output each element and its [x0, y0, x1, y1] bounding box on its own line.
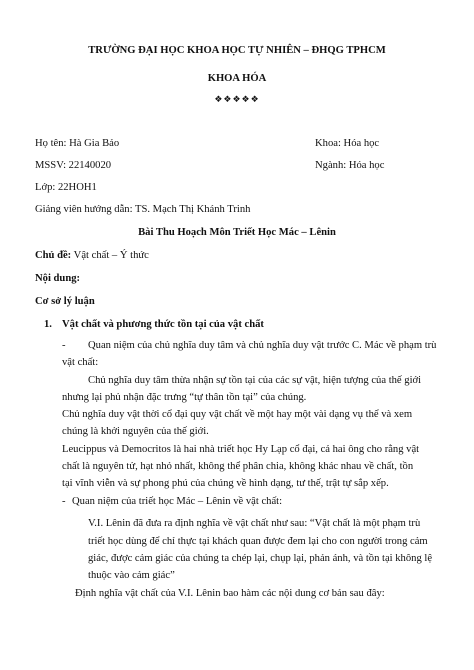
body-line: nhưng lại phủ nhận đặc trưng “tự thân tồn tại” của chúng. [62, 392, 307, 403]
body-line: Định nghĩa vật chất của V.I. Lênin bao hàm các nội dung cơ bản sau đây: [75, 588, 385, 599]
body-line: chất là nguyên tử, hạt nhỏ nhất, không thể phân chia, không khác nhau về chất, tồn [62, 461, 414, 472]
body-line: Leucippus và Democritos là hai nhà triết học Hy Lạp cổ đại, cả hai ông cho rằng vật [62, 444, 420, 455]
bullet-marker: - [62, 340, 66, 351]
body-line: giác, được cảm giác của chúng ta chép lại, chụp lại, phản ánh, và tồn tại không lệ [88, 553, 433, 564]
body-line: Chủ nghĩa duy vật thời cổ đại quy vật chất về một hay một vài dạng vụ thể và xem [62, 409, 413, 420]
body-line: tại vĩnh viễn và sự phong phú của chúng về hình dạng, tư thế, trật tự sắp xếp. [62, 478, 389, 489]
university-heading: TRƯỜNG ĐẠI HỌC KHOA HỌC TỰ NHIÊN – ĐHQG TPHCM [88, 45, 386, 56]
body-line: V.I. Lênin đã đưa ra định nghĩa về vật chất như sau: “Vật chất là một phạm trù [88, 518, 421, 529]
body-line: Quan niệm của chủ nghĩa duy tâm và chủ nghĩa duy vật trước C. Mác về phạm trù [88, 340, 437, 351]
student-major: Ngành: Hóa học [315, 160, 385, 171]
student-department: Khoa: Hóa học [315, 138, 380, 149]
section-1-number: 1. [44, 319, 52, 330]
document-title: Bài Thu Hoạch Môn Triết Học Mác – Lênin [138, 227, 336, 238]
bullet-marker: - [62, 496, 66, 507]
topic-label: Chủ đề: [35, 250, 72, 261]
topic-line [35, 249, 149, 263]
student-id: MSSV: 22140020 [35, 160, 112, 171]
topic-value: Vật chất – Ý thức [71, 250, 149, 261]
ornament-divider: ❖❖❖❖❖ [214, 94, 260, 104]
basis-heading: Cơ sở lý luận [35, 296, 95, 307]
section-1-title: Vật chất và phương thức tồn tại của vật chất [62, 319, 264, 330]
body-line: Chủ nghĩa duy tâm thừa nhận sự tồn tại của các sự vật, hiện tượng của thế giới [88, 375, 422, 386]
faculty-heading: KHOA HÓA [207, 73, 267, 84]
body-line: triết học dùng để chỉ thực tại khách quan được đem lại cho con người trong cảm [88, 536, 428, 547]
student-class: Lớp: 22HOH1 [35, 182, 97, 193]
body-line: vật chất: [62, 357, 99, 368]
student-name: Họ tên: Hà Gia Bảo [35, 138, 120, 149]
body-line: Quan niệm của triết học Mác – Lênin về vật chất: [72, 496, 283, 507]
body-line: chúng là khởi nguyên của thế giới. [62, 426, 209, 437]
body-line: thuộc vào cảm giác” [88, 570, 175, 581]
content-heading: Nội dung: [35, 273, 81, 284]
instructor: Giảng viên hướng dẫn: TS. Mạch Thị Khánh Trinh [35, 204, 251, 215]
